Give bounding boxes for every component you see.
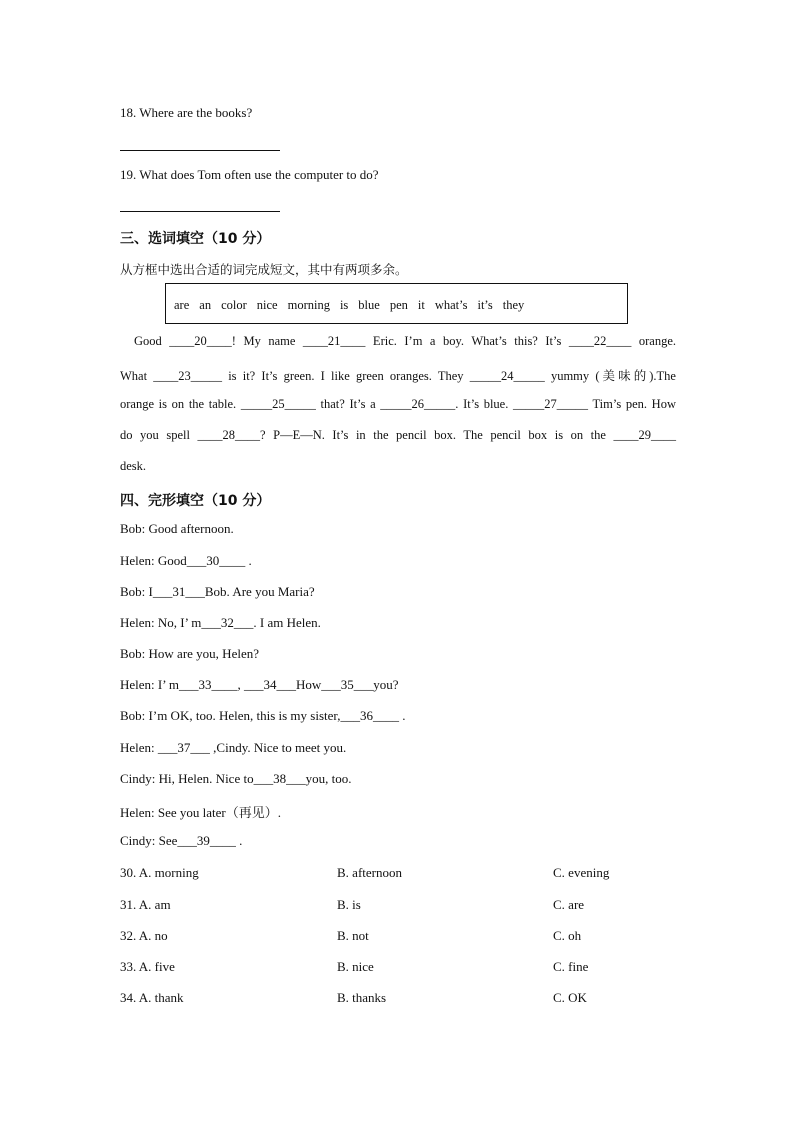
dialogue-line	[120, 740, 346, 756]
word-bank-item: what’s	[434, 298, 468, 312]
blank-35[interactable]: ___35___	[321, 677, 374, 692]
text-segment: . It’s blue.	[455, 397, 514, 411]
option-30-c[interactable]: C. evening	[553, 865, 610, 880]
text-segment: .	[245, 553, 252, 568]
blank-26[interactable]: _____26_____	[380, 397, 456, 411]
blank-23[interactable]: ____23_____	[153, 369, 223, 383]
text-segment: ,Cindy. Nice to meet you.	[209, 740, 347, 755]
text-segment: Helen: Good	[120, 553, 187, 568]
blank-24[interactable]: _____24_____	[469, 369, 545, 383]
blank-30[interactable]: ___30____	[186, 553, 246, 568]
blank-36[interactable]: ___36____	[340, 708, 399, 723]
blank-20[interactable]: ____20____	[169, 334, 232, 348]
option-31-c[interactable]: C. are	[553, 897, 585, 912]
option-30-a: 30. A. morning	[120, 865, 199, 880]
blank-29[interactable]: ____29____	[613, 428, 677, 442]
answer-line-18[interactable]	[120, 150, 280, 151]
text-segment: do you spell	[120, 428, 198, 442]
word-bank	[174, 298, 534, 313]
blank-28[interactable]: ____28____	[197, 428, 261, 442]
option-32-a: 32. A. no	[120, 928, 168, 943]
word-bank-item: they	[502, 298, 525, 312]
word-bank-item: an	[199, 298, 212, 312]
dialogue-line	[120, 833, 242, 849]
question-19: 19. What does Tom often use the computer to do?	[120, 167, 379, 182]
passage-line	[120, 366, 676, 384]
text-segment: orange.	[631, 334, 677, 348]
passage-line	[120, 459, 676, 474]
text-segment: orange is on the table.	[120, 397, 241, 411]
passage-line	[120, 428, 676, 443]
text-segment: .	[235, 833, 243, 848]
text-segment: that? It’s a	[315, 397, 381, 411]
text-segment: Helen: No, I’ m	[120, 615, 202, 630]
text-segment: Bob: I’m OK, too. Helen, this is my sister,	[120, 708, 341, 723]
passage-line	[120, 334, 676, 349]
blank-32[interactable]: ___32___	[201, 615, 254, 630]
text-segment: Good	[134, 334, 170, 348]
text-segment: What	[120, 369, 154, 383]
blank-33[interactable]: ___33____	[178, 677, 238, 692]
text-segment: Tim’s pen. How	[588, 397, 676, 411]
option-34-b[interactable]: B. thanks	[337, 990, 387, 1005]
passage-line	[120, 397, 676, 412]
text-segment: ! My name	[231, 334, 303, 348]
option-33-b[interactable]: B. nice	[337, 959, 374, 974]
word-bank-item: nice	[256, 298, 278, 312]
word-bank-item: is	[339, 298, 349, 312]
option-34-a: 34. A. thank	[120, 990, 184, 1005]
text-segment: Bob: Good afternoon.	[120, 521, 234, 536]
text-segment: Helen:	[120, 740, 158, 755]
dialogue-line	[120, 584, 315, 600]
word-bank-item: are	[174, 298, 190, 312]
dialogue-line	[120, 677, 399, 693]
option-30-b[interactable]: B. afternoon	[337, 865, 402, 880]
word-bank-item: it	[417, 298, 425, 312]
text-segment: Bob. Are you Maria?	[204, 584, 315, 599]
text-segment: Bob: I	[120, 584, 153, 599]
section-3-heading: 三、选词填空（10 分）	[120, 231, 271, 247]
text-segment: Bob: How are you, Helen?	[120, 646, 259, 661]
option-31-a: 31. A. am	[120, 897, 171, 912]
blank-27[interactable]: _____27_____	[513, 397, 589, 411]
text-segment: How	[295, 677, 322, 692]
text-segment: ? P—E—N. It’s in the pencil box. The pencil box is on the	[260, 428, 614, 442]
text-segment: Cindy: See	[120, 833, 178, 848]
word-bank-box	[165, 283, 628, 324]
blank-22[interactable]: ____22____	[568, 334, 632, 348]
question-18: 18. Where are the books?	[120, 105, 253, 120]
text-segment: desk.	[120, 459, 147, 473]
option-33-a: 33. A. five	[120, 959, 175, 974]
text-segment: Helen: See you later（再见）.	[120, 805, 282, 820]
text-segment: ,	[237, 677, 244, 692]
option-32-c[interactable]: C. oh	[553, 928, 582, 943]
word-bank-item: pen	[389, 298, 408, 312]
section-4-heading: 四、完形填空（10 分）	[120, 493, 271, 509]
option-33-c[interactable]: C. fine	[553, 959, 589, 974]
dialogue-line	[120, 615, 321, 631]
dialogue-line	[120, 646, 259, 662]
blank-34[interactable]: ___34___	[243, 677, 296, 692]
dialogue-line	[120, 521, 234, 537]
dialogue-line	[120, 553, 252, 569]
blank-21[interactable]: ____21____	[302, 334, 366, 348]
word-bank-item: blue	[358, 298, 380, 312]
option-31-b[interactable]: B. is	[337, 897, 361, 912]
text-segment: Helen: I’ m	[120, 677, 179, 692]
word-bank-item: color	[221, 298, 247, 312]
dialogue-line	[120, 802, 281, 821]
text-segment: you?	[373, 677, 399, 692]
dialogue-line	[120, 771, 351, 787]
blank-37[interactable]: ___37___	[157, 740, 210, 755]
text-segment: you, too.	[305, 771, 352, 786]
text-segment: Eric. I’m a boy. What’s this? It’s	[365, 334, 569, 348]
answer-line-19[interactable]	[120, 211, 280, 212]
word-bank-item: morning	[287, 298, 330, 312]
blank-38[interactable]: ___38___	[253, 771, 306, 786]
text-segment: Cindy: Hi, Helen. Nice to	[120, 771, 254, 786]
text-segment: yummy (美味的).The	[544, 369, 676, 383]
section-3-instruction: 从方框中选出合适的词完成短文，其中有两项多余。	[120, 262, 408, 277]
word-bank-item: it’s	[477, 298, 493, 312]
text-segment: is it? It’s green. I like green oranges. They	[222, 369, 470, 383]
blank-25[interactable]: _____25_____	[240, 397, 316, 411]
option-34-c[interactable]: C. OK	[553, 990, 587, 1005]
text-segment: . I am Helen.	[253, 615, 321, 630]
blank-39[interactable]: ___39____	[177, 833, 236, 848]
text-segment: .	[398, 708, 406, 723]
blank-31[interactable]: ___31___	[152, 584, 205, 599]
option-32-b[interactable]: B. not	[337, 928, 369, 943]
dialogue-line	[120, 708, 405, 724]
